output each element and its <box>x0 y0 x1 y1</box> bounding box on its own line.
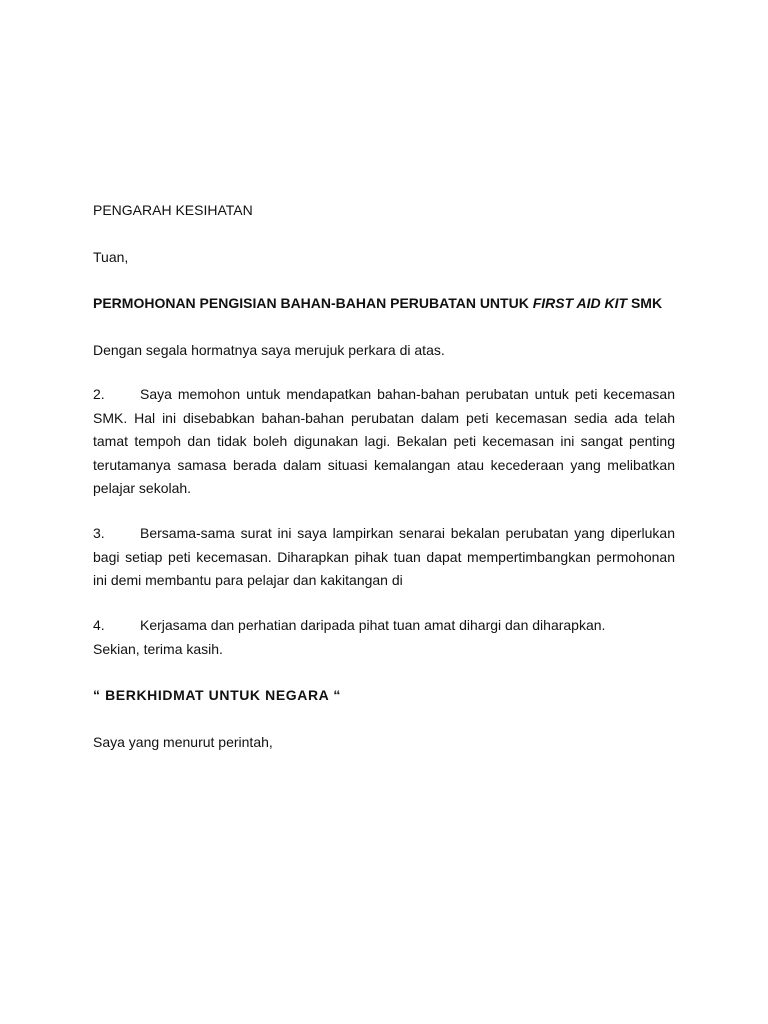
motto: “ BERKHIDMAT UNTUK NEGARA “ <box>93 687 341 703</box>
paragraph-4 <box>93 616 605 634</box>
subject-suffix: SMK <box>627 295 663 311</box>
subject-italic: FIRST AID KIT <box>532 295 628 311</box>
paragraph-number: 2. <box>93 386 105 402</box>
paragraph-text: Saya memohon untuk mendapatkan bahan-bahan perubatan untuk peti kecemasan SMK. Hal ini disebabkan bahan-bahan perubatan dalam peti kecemasan sedia ada telah tamat tempoh dan tidak boleh digunakan lagi. Bekalan peti kecemasan ini sangat penting terutamanya samasa berada dalam situasi kemalangan atau kecederaan yang melibatkan pelajar sekolah. <box>93 386 675 496</box>
letter-page <box>93 0 675 1024</box>
signoff: Saya yang menurut perintah, <box>93 734 273 750</box>
paragraph-2 <box>93 383 675 501</box>
subject-text: PERMOHONAN PENGISIAN BAHAN-BAHAN PERUBATAN UNTUK <box>93 295 533 311</box>
opening-line: Dengan segala hormatnya saya merujuk perkara di atas. <box>93 342 445 358</box>
closing-thanks: Sekian, terima kasih. <box>93 641 223 657</box>
recipient: PENGARAH KESIHATAN <box>93 202 253 218</box>
salutation: Tuan, <box>93 249 129 265</box>
paragraph-number: 3. <box>93 525 105 541</box>
paragraph-3 <box>93 522 675 593</box>
paragraph-text: Bersama-sama surat ini saya lampirkan senarai bekalan perubatan yang diperlukan bagi setiap peti kecemasan. Diharapkan pihak tuan dapat mempertimbangkan permohonan ini demi membantu para pelajar dan kakitangan di <box>93 525 675 588</box>
paragraph-text: Kerjasama dan perhatian daripada pihat tuan amat dihargi dan diharapkan. <box>140 617 606 633</box>
subject-line <box>93 294 662 312</box>
paragraph-number: 4. <box>93 617 105 633</box>
